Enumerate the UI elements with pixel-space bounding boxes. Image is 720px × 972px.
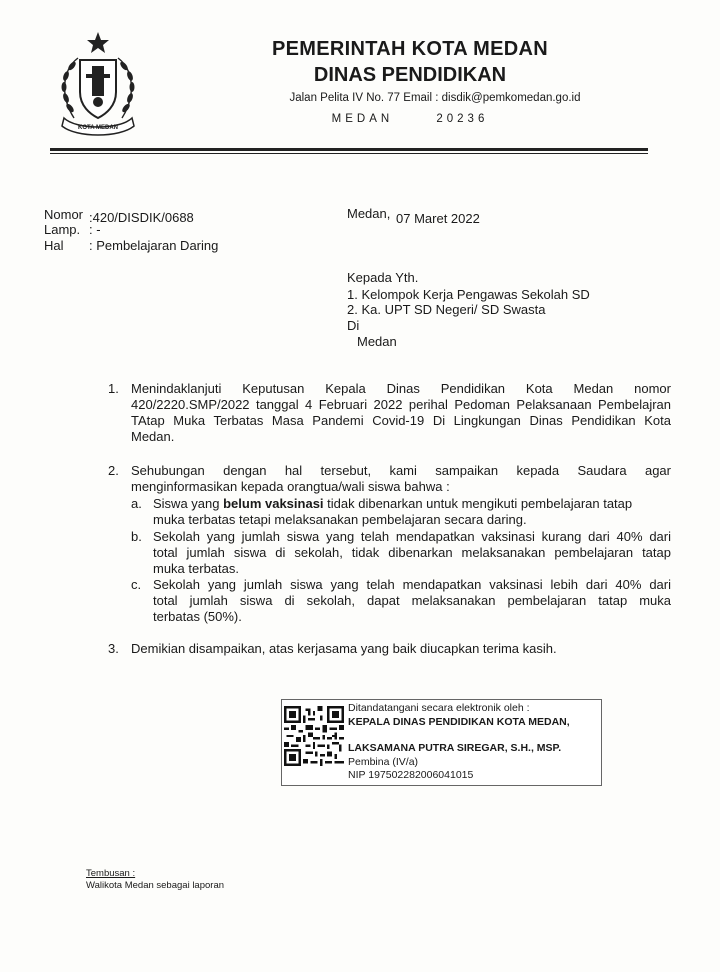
paragraph-line: Menindaklanjuti Keputusan Kepala Dinas Pendidikan Kota Medan nomor xyxy=(131,381,671,396)
signatory-nip: NIP 197502282006041015 xyxy=(348,769,474,781)
list-item-b-line: total jumlah siswa di sekolah, tidak dibenarkan melaksanakan pembelajaran tatap xyxy=(153,545,671,560)
paragraph-number: 3. xyxy=(108,641,119,656)
recipient-item: 1. Kelompok Kerja Pengawas Sekolah SD xyxy=(347,287,590,302)
letter-place: Medan, xyxy=(347,206,391,221)
kota-medan-emblem xyxy=(56,30,140,138)
paragraph-line: 420/2220.SMP/2022 tanggal 4 Februari 2022 perihal Pedoman Pelaksanaan Pembelajran xyxy=(131,397,671,412)
hal-label: Hal xyxy=(44,238,64,253)
logo-ribbon-text: KOTA MEDAN xyxy=(78,125,118,131)
paragraph-number: 1. xyxy=(108,381,119,396)
hal-value: : Pembelajaran Daring xyxy=(89,238,219,253)
header-city: MEDAN 20236 xyxy=(331,113,489,125)
header-department: DINAS PENDIDIKAN xyxy=(313,64,507,86)
closing-paragraph: Demikian disampaikan, atas kerjasama yang baik diucapkan terima kasih. xyxy=(131,641,557,656)
paragraph-line: Medan. xyxy=(131,429,175,444)
paragraph-line: TAtap Muka Terbatas Masa Pandemi Covid-19 Di Lingkungan Dinas Pendidikan Kota xyxy=(131,413,671,428)
recipient-item: 2. Ka. UPT SD Negeri/ SD Swasta xyxy=(347,302,546,317)
list-label-c: c. xyxy=(131,577,142,592)
lamp-label: Lamp. xyxy=(44,222,81,237)
recipient-greeting: Kepada Yth. xyxy=(347,270,419,285)
recipient-di: Di xyxy=(347,318,360,333)
paragraph-line: Sehubungan dengan hal tersebut, kami sampaikan kepada Saudara agar xyxy=(131,463,671,478)
list-item-a-post: tidak dibenarkan untuk mengikuti pembelajaran tatap xyxy=(323,496,633,511)
signatory-name: LAKSAMANA PUTRA SIREGAR, S.H., MSP. xyxy=(348,742,562,754)
tembusan-label: Tembusan : xyxy=(86,868,136,879)
list-item-c-line: total jumlah siswa di sekolah, dapat melaksanakan pembelajaran tatap muka xyxy=(153,593,671,608)
list-item-a-emphasis: belum vaksinasi xyxy=(223,496,324,511)
list-item-b-line: Sekolah yang jumlah siswa yang telah mendapatkan vaksinasi kurang dari 40% dari xyxy=(153,529,671,544)
header-address: Jalan Pelita IV No. 77 Email : disdik@pemkomedan.go.id xyxy=(289,92,581,104)
list-label-b: b. xyxy=(131,529,142,544)
letter-date: 07 Maret 2022 xyxy=(396,211,480,226)
paragraph-number: 2. xyxy=(108,463,119,478)
list-item-c-line: Sekolah yang jumlah siswa yang telah mendapatkan vaksinasi lebih dari 40% dari xyxy=(153,577,671,592)
list-item-c-line: terbatas (50%). xyxy=(153,609,242,624)
signatory-position: KEPALA DINAS PENDIDIKAN KOTA MEDAN, xyxy=(348,716,570,728)
qr-code-icon xyxy=(284,706,344,766)
header-government: PEMERINTAH KOTA MEDAN xyxy=(272,38,548,60)
signatory-rank: Pembina (IV/a) xyxy=(348,756,419,768)
list-item-a-pre: Siswa yang xyxy=(153,496,224,511)
list-item-b-line: muka terbatas. xyxy=(153,561,239,576)
signature-note: Ditandatangani secara elektronik oleh : xyxy=(348,702,530,714)
header-rule-thin xyxy=(50,153,648,154)
recipient-place: Medan xyxy=(357,334,397,349)
list-label-a: a. xyxy=(131,496,142,511)
paragraph-line: menginformasikan kepada orangtua/wali siswa bahwa : xyxy=(131,479,450,494)
list-item-a-line2: muka terbatas tetapi melaksanakan pembelajaran secara daring. xyxy=(153,512,527,527)
nomor-label: Nomor xyxy=(44,207,84,222)
star-icon xyxy=(87,32,109,53)
lamp-value: : - xyxy=(89,222,101,237)
header-rule-thick xyxy=(50,148,648,151)
nomor-value: :420/DISDIK/0688 xyxy=(89,210,194,225)
list-item-a-line1 xyxy=(153,496,671,512)
tembusan-item: Walikota Medan sebagai laporan xyxy=(86,880,225,891)
